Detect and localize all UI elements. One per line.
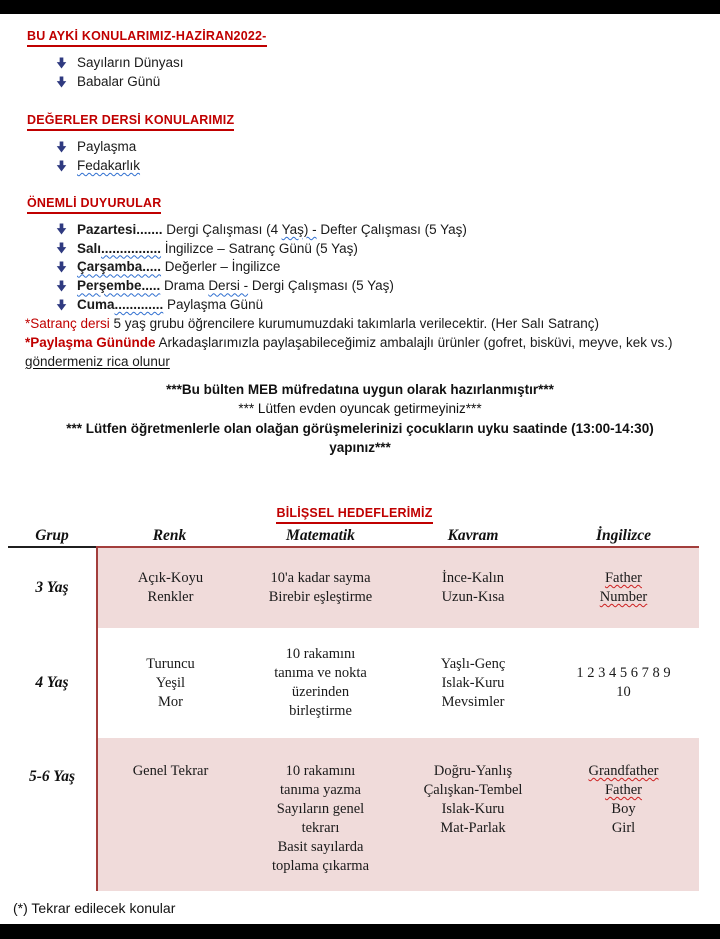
announcement-text xyxy=(77,297,263,312)
announcement-item xyxy=(56,295,720,314)
cell-line: üzerinden xyxy=(291,684,350,701)
notes xyxy=(25,314,675,371)
arrow-bullet-icon xyxy=(56,223,67,235)
row-label: 4 Yaş xyxy=(8,628,96,738)
cell-line: Yaşlı-Genç xyxy=(440,655,506,672)
goals-table-title: BİLİŞSEL HEDEFLERİMİZ xyxy=(276,506,432,524)
announcement-text xyxy=(77,222,467,237)
announcement-item xyxy=(56,258,720,277)
arrow-bullet-icon xyxy=(56,242,67,254)
cell-line: toplama çıkarma xyxy=(271,858,370,875)
text-segment: Perşembe..... xyxy=(77,278,161,294)
text-segment: Dersi - xyxy=(208,278,249,294)
arrow-bullet-icon xyxy=(56,261,67,273)
table-cell xyxy=(398,548,548,628)
center-notes xyxy=(40,380,680,457)
monthly-topics-heading: BU AYKİ KONULARIMIZ-HAZİRAN2022- xyxy=(27,29,267,47)
cell-line: Islak-Kuru xyxy=(441,674,505,691)
text-segment: ............. xyxy=(114,297,164,313)
table-rows xyxy=(8,548,701,891)
bottom-letterbox-bar xyxy=(0,924,720,939)
section-announcements xyxy=(27,194,720,214)
center-note: *** Lütfen evden oyuncak getirmeyiniz*** xyxy=(238,401,482,417)
text-segment: Cuma xyxy=(77,297,115,313)
column-header: Matematik xyxy=(286,527,355,545)
arrow-bullet-icon xyxy=(56,160,67,172)
column-header: Kavram xyxy=(447,527,499,545)
table-cell xyxy=(98,548,243,628)
cell-line: Yeşil xyxy=(155,674,186,691)
list-item-label: Babalar Günü xyxy=(77,74,161,89)
center-note: ***Bu bülten MEB müfredatına uygun olarak hazırlanmıştır*** xyxy=(166,381,554,397)
cell-line: Mevsimler xyxy=(441,693,505,710)
cell-line: 10'a kadar sayma xyxy=(270,570,371,587)
arrow-bullet-icon xyxy=(56,141,67,153)
cell-line: tekrarı xyxy=(301,820,340,837)
cell-line: tanıma yazma xyxy=(280,782,361,799)
text-segment: Defter Çalışması (5 Yaş) xyxy=(316,221,467,237)
table-row xyxy=(8,738,701,891)
row-body xyxy=(96,548,699,628)
arrow-bullet-icon xyxy=(56,280,67,292)
goals-table-title-wrap xyxy=(8,504,701,524)
cell-line: Girl xyxy=(611,820,636,837)
section-monthly-topics xyxy=(27,27,720,47)
monthly-topics-list xyxy=(56,53,720,91)
table-row xyxy=(8,628,701,738)
cell-line: Doğru-Yanlış xyxy=(433,763,513,780)
column-header: Renk xyxy=(152,527,187,545)
cell-line: birleştirme xyxy=(289,703,352,720)
table-cell xyxy=(398,628,548,738)
text-segment: Arkadaşlarımızla paylaşabileceğimiz ambalajlı ürünler (gofret, bisküvi, meyve, kek vs.) xyxy=(155,334,677,350)
text-segment: Yaş) - xyxy=(281,221,317,237)
arrow-bullet-icon xyxy=(56,76,67,88)
announcements-heading: ÖNEMLİ DUYURULAR xyxy=(27,196,161,214)
text-segment: Paylaşma Günü xyxy=(163,297,264,313)
table-row xyxy=(8,548,701,628)
announcement-text xyxy=(77,241,358,256)
cell-line: Father xyxy=(604,570,643,587)
text-segment: İngilizce – Satranç Günü (5 Yaş) xyxy=(161,240,358,256)
text-segment: Değerler – İngilizce xyxy=(161,259,281,275)
cell-line: Çalışkan-Tembel xyxy=(423,782,523,799)
cell-line: Grandfather xyxy=(588,763,659,780)
cell-line: Mor xyxy=(158,693,183,710)
row-body xyxy=(96,738,699,891)
row-body xyxy=(96,628,699,738)
table-cell xyxy=(98,628,243,738)
table-cell xyxy=(548,548,699,628)
text-segment: Salı xyxy=(77,240,102,256)
values-topics-list xyxy=(56,137,720,175)
document-body xyxy=(0,14,720,916)
table-header-row xyxy=(8,526,701,546)
cell-line: Mat-Parlak xyxy=(440,820,506,837)
cell-line: Islak-Kuru xyxy=(441,801,505,818)
text-segment: Drama xyxy=(160,278,209,294)
list-item xyxy=(56,53,720,72)
table-cell xyxy=(98,738,243,891)
arrow-bullet-icon xyxy=(56,57,67,69)
table-cell xyxy=(548,738,699,891)
text-segment: *Paylaşma Gününde xyxy=(25,334,156,350)
column-header: Grup xyxy=(35,527,69,545)
text-segment: Dergi Çalışması (4 xyxy=(162,221,282,237)
cell-line: Açık-Koyu xyxy=(137,570,204,587)
list-item xyxy=(56,72,720,91)
footnote: (*) Tekrar edilecek konular xyxy=(13,900,176,917)
announcement-list xyxy=(56,220,720,314)
cell-line: Basit sayılarda xyxy=(277,839,364,856)
cell-line: Number xyxy=(599,589,648,606)
list-item xyxy=(56,156,720,175)
top-letterbox-bar xyxy=(0,0,720,14)
cell-line: 10 rakamını xyxy=(285,646,356,663)
cell-line: Boy xyxy=(611,801,636,818)
cell-line: Uzun-Kısa xyxy=(441,589,505,606)
section-values-topics xyxy=(27,111,720,131)
announcement-text xyxy=(77,259,280,274)
text-segment: Çarşamba..... xyxy=(77,259,162,275)
row-label: 3 Yaş xyxy=(8,548,96,628)
values-topics-heading: DEĞERLER DERSİ KONULARIMIZ xyxy=(27,113,234,131)
text-segment: Dergi Çalışması (5 Yaş) xyxy=(248,278,394,294)
cell-line: İnce-Kalın xyxy=(442,570,504,587)
arrow-bullet-icon xyxy=(56,299,67,311)
text-segment: 5 yaş grubu öğrencilere kurumumuzdaki takımlarla verilecektir. (Her Salı Satranç) xyxy=(109,315,599,331)
table-cell xyxy=(243,738,398,891)
text-segment: *Satranç dersi xyxy=(25,315,110,331)
announcement-item xyxy=(56,220,720,239)
list-item-label: Fedakarlık xyxy=(77,158,141,173)
column-header: İngilizce xyxy=(595,527,652,545)
text-segment: Pazartesi....... xyxy=(77,221,163,237)
cell-line: Renkler xyxy=(147,589,194,606)
note-line xyxy=(25,314,675,333)
table-cell xyxy=(398,738,548,891)
table-cell xyxy=(243,628,398,738)
cell-line: 10 xyxy=(616,684,631,701)
cell-line: 1 2 3 4 5 6 7 8 9 xyxy=(576,665,671,682)
table-cell xyxy=(243,548,398,628)
list-item xyxy=(56,137,720,156)
list-item-label: Paylaşma xyxy=(77,139,137,154)
row-label: 5-6 Yaş xyxy=(8,738,96,891)
note-line xyxy=(25,333,675,371)
text-segment: ................ xyxy=(101,240,162,256)
announcement-item xyxy=(56,276,720,295)
cell-line: Sayıların genel xyxy=(276,801,365,818)
announcement-item xyxy=(56,239,720,258)
center-note: *** Lütfen öğretmenlerle olan olağan görüşmelerinizi çocukların uyku saatinde (13:00-14:30) yapınız*** xyxy=(66,420,654,455)
cell-line: Turuncu xyxy=(146,655,195,672)
goals-table xyxy=(8,504,701,891)
table-cell xyxy=(548,628,699,738)
cell-line: tanıma ve nokta xyxy=(274,665,367,682)
list-item-label: Sayıların Dünyası xyxy=(77,55,184,70)
text-segment: göndermeniz rica olunur xyxy=(25,353,170,369)
cell-line: 10 rakamını xyxy=(285,763,356,780)
cell-line: Father xyxy=(604,782,643,799)
cell-line: Genel Tekrar xyxy=(132,763,209,780)
cell-line: Birebir eşleştirme xyxy=(268,589,373,606)
announcement-text xyxy=(77,278,394,293)
